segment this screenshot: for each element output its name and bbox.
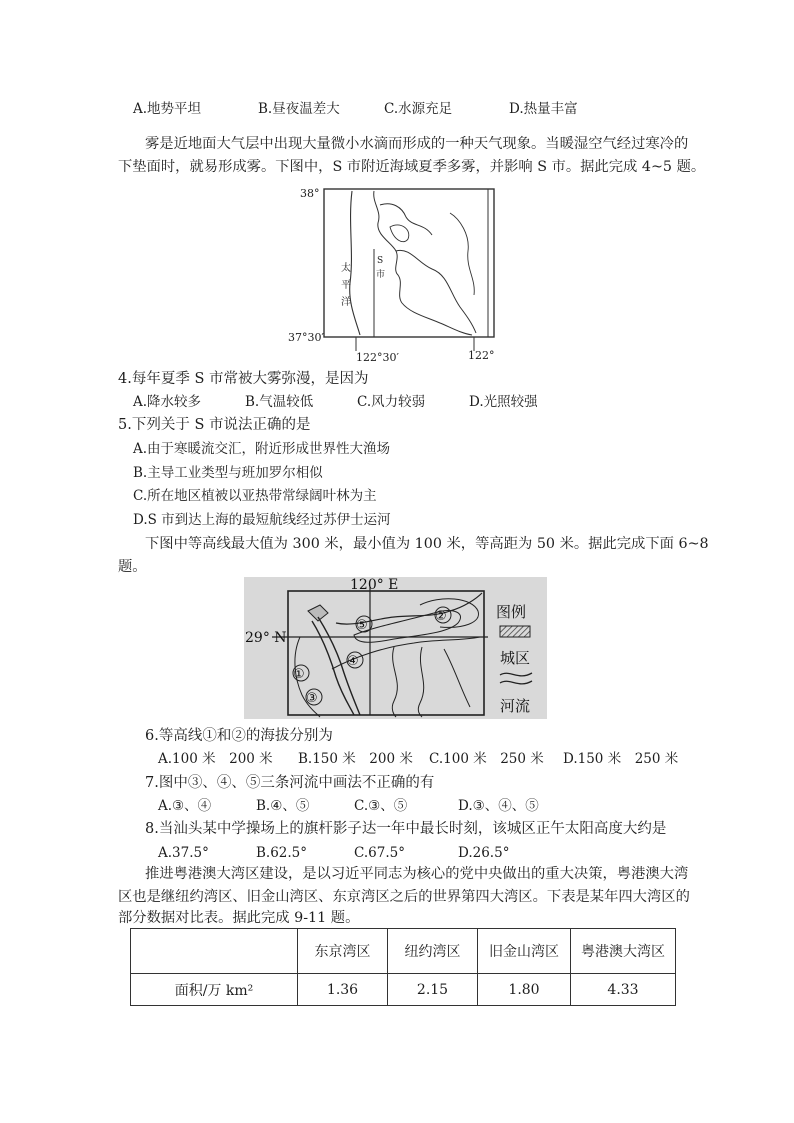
q7-option-c: C.③、⑤ bbox=[354, 798, 408, 814]
q6-option-c: C.100 米 250 米 bbox=[429, 751, 544, 767]
intro-bay-line2: 区也是继纽约湾区、旧金山湾区、东京湾区之后的世界第四大湾区。下表是某年四大湾区的 bbox=[118, 889, 690, 905]
table-cell: 4.33 bbox=[571, 974, 676, 1006]
map2-lon-label: 120° E bbox=[350, 577, 399, 593]
table-row bbox=[131, 974, 676, 1006]
marker-2: ② bbox=[435, 609, 447, 624]
q6-option-b: B.150 米 200 米 bbox=[298, 751, 413, 767]
table-header-cell: 东京湾区 bbox=[298, 929, 388, 974]
table-header-cell bbox=[131, 929, 298, 974]
map2-lat-label: 29° N bbox=[245, 630, 287, 646]
table-cell: 1.36 bbox=[298, 974, 388, 1006]
marker-5: ⑤ bbox=[356, 618, 368, 633]
q8-option-a: A.37.5° bbox=[158, 845, 209, 861]
intro-contour-line2: 题。 bbox=[118, 559, 147, 575]
contour-map bbox=[244, 577, 547, 719]
q7-option-b: B.④、⑤ bbox=[256, 798, 310, 814]
q3-option-d: D.热量丰富 bbox=[509, 101, 578, 117]
q4-option-a: A.降水较多 bbox=[133, 394, 202, 410]
intro-bay-line1: 推进粤港澳大湾区建设，是以习近平同志为核心的党中央做出的重大决策，粤港澳大湾 bbox=[145, 866, 689, 882]
legend-river-label: 河流 bbox=[500, 697, 531, 715]
marker-4: ④ bbox=[347, 654, 359, 669]
q6-option-d: D.150 米 250 米 bbox=[563, 751, 679, 767]
q8-option-b: B.62.5° bbox=[256, 845, 308, 861]
intro-fog-line1: 雾是近地面大气层中出现大量微小水滴而形成的一种天气现象。当暖湿空气经过寒冷的 bbox=[145, 136, 689, 152]
intro-contour-line1: 下图中等高线最大值为 300 米，最小值为 100 米，等高距为 50 米。据此完成下面 6~8 bbox=[145, 536, 709, 552]
bay-area-table bbox=[130, 928, 676, 1006]
legend-city-swatch bbox=[500, 626, 530, 637]
map1-ocean-char2: 平 bbox=[341, 280, 351, 291]
map1-city-char1: S bbox=[377, 256, 384, 266]
table-header-cell: 旧金山湾区 bbox=[478, 929, 571, 974]
map1-ocean-char3: 洋 bbox=[341, 297, 351, 308]
q8-option-d: D.26.5° bbox=[458, 845, 510, 861]
map1-lon-left: 122°30′ bbox=[356, 351, 399, 364]
intro-fog-line2: 下垫面时，就易形成雾。下图中，S 市附近海域夏季多雾，并影响 S 市。据此完成 4~5 题。 bbox=[118, 159, 706, 175]
q6-option-a: A.100 米 200 米 bbox=[158, 751, 273, 767]
q8-option-c: C.67.5° bbox=[354, 845, 405, 861]
q5-option-b: B.主导工业类型与班加罗尔相似 bbox=[133, 465, 323, 481]
s-city-map bbox=[288, 183, 510, 364]
q4-option-d: D.光照较强 bbox=[469, 394, 538, 410]
table-header-cell: 粤港澳大湾区 bbox=[571, 929, 676, 974]
table-cell: 2.15 bbox=[388, 974, 478, 1006]
q6-stem: 6.等高线①和②的海拔分别为 bbox=[145, 728, 333, 744]
legend-title: 图例 bbox=[496, 603, 527, 621]
q7-option-d: D.③、④、⑤ bbox=[458, 798, 539, 814]
q4-option-c: C.风力较弱 bbox=[357, 394, 426, 410]
table-header-row bbox=[131, 929, 676, 974]
map1-lat-top: 38° bbox=[300, 187, 320, 200]
intro-bay-line3: 部分数据对比表。据此完成 9-11 题。 bbox=[118, 910, 360, 926]
q4-option-b: B.气温较低 bbox=[245, 394, 314, 410]
q3-option-a: A.地势平坦 bbox=[133, 101, 202, 117]
table-header-cell: 纽约湾区 bbox=[388, 929, 478, 974]
map1-ocean-char1: 太 bbox=[341, 263, 351, 274]
table-row-label: 面积/万 km² bbox=[131, 974, 298, 1006]
q5-stem: 5.下列关于 S 市说法正确的是 bbox=[118, 417, 311, 433]
map1-lat-bottom: 37°30′ bbox=[288, 331, 324, 344]
q3-option-b: B.昼夜温差大 bbox=[258, 101, 340, 117]
q7-stem: 7.图中③、④、⑤三条河流中画法不正确的有 bbox=[145, 775, 435, 791]
legend-city-label: 城区 bbox=[500, 649, 531, 667]
q3-option-c: C.水源充足 bbox=[384, 101, 453, 117]
marker-1: ① bbox=[293, 667, 305, 682]
marker-3: ③ bbox=[306, 691, 318, 706]
table-cell: 1.80 bbox=[478, 974, 571, 1006]
q4-stem: 4.每年夏季 S 市常被大雾弥漫，是因为 bbox=[118, 371, 369, 387]
map1-city-char2: 市 bbox=[376, 270, 386, 280]
q5-option-d: D.S 市到达上海的最短航线经过苏伊士运河 bbox=[133, 512, 391, 528]
q8-stem: 8.当汕头某中学操场上的旗杆影子达一年中最长时刻，该城区正午太阳高度大约是 bbox=[145, 821, 667, 837]
q5-option-c: C.所在地区植被以亚热带常绿阔叶林为主 bbox=[133, 488, 377, 504]
q5-option-a: A.由于寒暖流交汇，附近形成世界性大渔场 bbox=[133, 441, 391, 457]
map1-lon-right: 122° bbox=[468, 349, 495, 362]
q7-option-a: A.③、④ bbox=[158, 798, 212, 814]
